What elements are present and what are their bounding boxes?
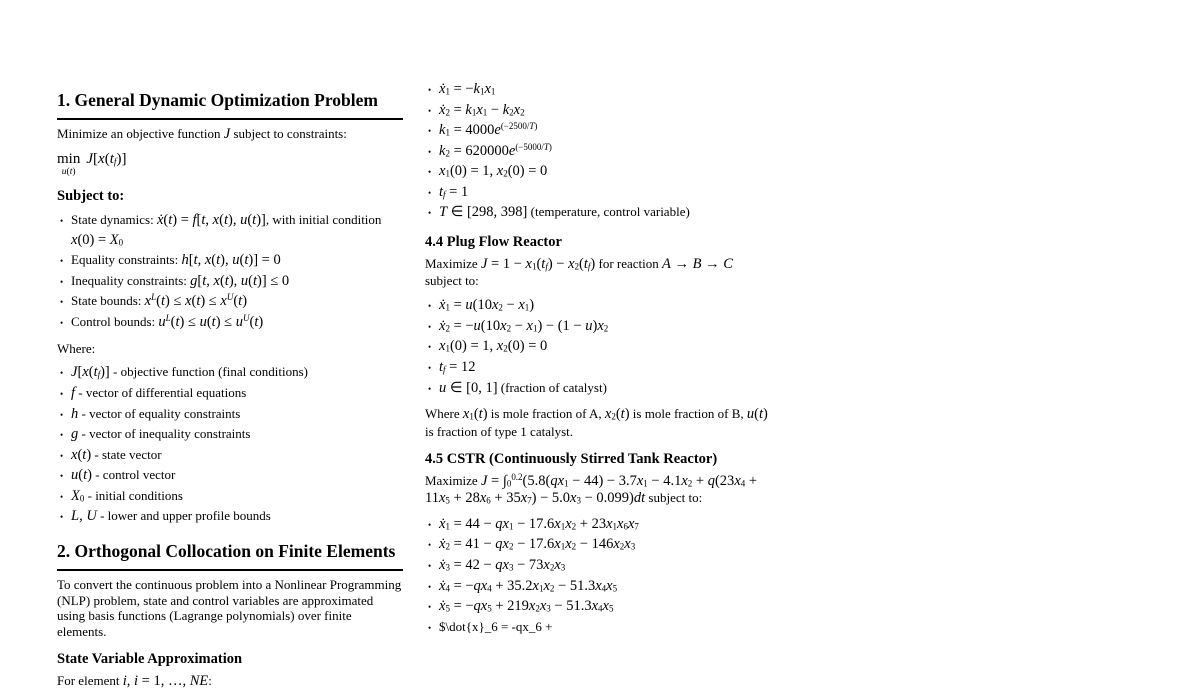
display-equation [57,151,403,178]
bullet-list [57,363,403,527]
list-item: • T ∈ [298, 398] (temperature, control variable) [439,203,771,223]
list-item: • ẋ$_4$ = $-qx_4 + 35.2x_1x_2 - 51.3x_4x_5$ [439,577,771,597]
list-item: • $k_2 = 620000e^{(-5000/T)}$ [439,142,771,162]
paragraph: Where $x_1(t)$ is mole fraction of A, $x_2(t)$ is mole fraction of B, u(t) is fraction of type 1 catalyst. [425,406,768,439]
list-item: • f - vector of differential equations [71,384,403,404]
left-column [57,80,403,698]
paragraph: Where: [57,340,96,356]
list-item: • $X_0$ - initial conditions [71,487,403,507]
list-item: • u(t) - control vector [71,466,403,486]
list-item: • $t_f = 12$ [439,358,771,378]
subsection-heading: Subject to: [57,188,125,205]
list-item: • ẋ$_1$ = $44 - qx_1 - 17.6x_1x_2 + 23x_1x_6x_7$ [439,515,771,535]
list-item: • L, U - lower and upper profile bounds [71,507,403,527]
list-item: • x(t) - state vector [71,446,403,466]
list-item: • ẋ$_2$ = $41 - qx_2 - 17.6x_1x_2 - 146x_2x_3$ [439,535,771,555]
paragraph: Minimize an objective function J subject to constraints: [57,125,347,142]
section-heading: 1. General Dynamic Optimization Problem [57,90,403,120]
list-item: • $k_1 = 4000e^{(-2500/T)}$ [439,121,771,141]
subsection-heading: 4.4 Plug Flow Reactor [425,233,562,250]
list-item: • ẋ$_1$ = $u(10x_2 - x_1)$ [439,296,771,316]
list-item: • Control bounds: $u^L(t) \le u(t) \le u^U(t)$ [71,313,403,333]
list-item: • Equality constraints: h[t, x(t), u(t)] = 0 [71,251,403,271]
list-item: • g - vector of inequality constraints [71,425,403,445]
list-item: • $\dot{x}_6 = -qx_6 + [439,618,771,636]
bullet-list [425,296,771,398]
two-column-layout [57,80,771,698]
list-item: • ẋ$_2$ = $k_1x_1 - k_2x_2$ [439,101,771,121]
list-item: • $t_f = 1$ [439,183,771,203]
paragraph: Maximize $J = \int_0^{0.2}(5.8(qx_1 - 44) - 3.7x_1 - 4.1x_2 + q(23x_4 + 11x_5 + 28x_6 + 35x_7) - 5.0x_3 - 0.099)dt$ subject to: [425,471,758,507]
list-item: • Inequality constraints: g[t, x(t), u(t)] ≤ 0 [71,272,403,292]
list-item: • State bounds: $x^L(t) \le x(t) \le x^U(t)$ [71,292,403,312]
bullet-list [425,80,771,223]
list-item: • ẋ$_2$ = $-u(10x_2 - x_1) - (1 - u)x_2$ [439,317,771,337]
paragraph: To convert the continuous problem into a Nonlinear Programming (NLP) problem, state and control variables are approximated using basis functions (Lagrange polynomials) over finite elements. [57,576,402,640]
subsection-heading: 4.5 CSTR (Continuously Stirred Tank Reactor) [425,450,718,467]
list-item: • $x_1(0) = 1$, $x_2(0) = 0$ [439,337,771,357]
list-item: • $x_1(0) = 1$, $x_2(0) = 0$ [439,162,771,182]
paragraph: Maximize $J = 1 - x_1(t_f) - x_2(t_f)$ for reaction A → B → C subject to: [425,255,733,289]
list-item: • ẋ$_1$ = $-k_1x_1$ [439,80,771,100]
paragraph: For element i, i = 1, …, NE: [57,673,212,690]
list-item: • ẋ$_5$ = $-qx_5 + 219x_2x_3 - 51.3x_4x_5$ [439,597,771,617]
bullet-list [425,515,771,635]
list-item: • $J[x(t_f)]$ - objective function (final conditions) [71,363,403,383]
document-page [57,80,771,698]
list-item: • State dynamics: ẋ(t) = f[t, x(t), u(t)], with initial condition $x(0) = X_0$ [71,211,403,250]
subsection-heading: State Variable Approximation [57,651,243,668]
list-item: • h - vector of equality constraints [71,405,403,425]
section-heading: 2. Orthogonal Collocation on Finite Elements [57,541,403,571]
equation-expression: $J[x(t_f)]$ [86,150,127,168]
min-operator: min u(t) [57,150,81,177]
right-column [425,80,771,643]
list-item: • ẋ$_3$ = $42 - qx_3 - 73x_2x_3$ [439,556,771,576]
list-item: • u ∈ [0, 1] (fraction of catalyst) [439,379,771,399]
bullet-list [57,211,403,332]
